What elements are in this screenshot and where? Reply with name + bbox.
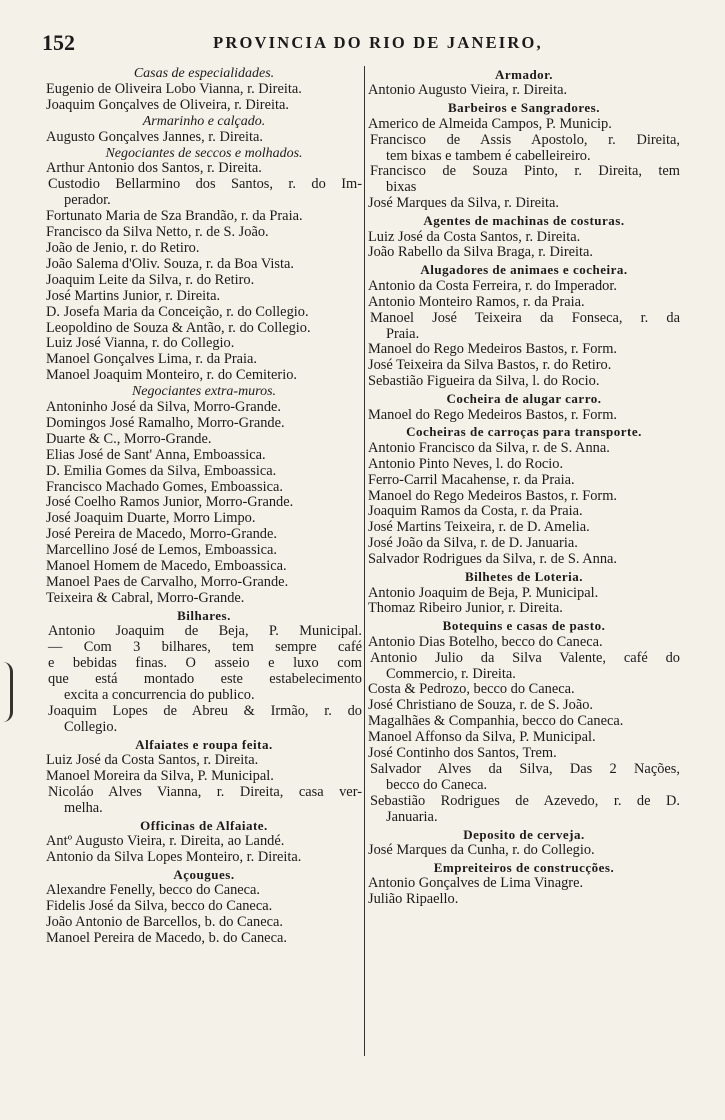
directory-entry: Domingos José Ramalho, Morro-Grande.	[46, 414, 285, 431]
directory-entry: Magalhães & Companhia, becco do Caneca.	[368, 713, 624, 730]
directory-entry: José Marques da Cunha, r. do Collegio.	[368, 842, 595, 858]
directory-entry: José Coelho Ramos Junior, Morro-Grande.	[46, 494, 294, 511]
directory-entry: Manoel Moreira da Silva, P. Municipal.	[46, 767, 274, 784]
directory-entry: Manoel Gonçalves Lima, r. da Praia.	[46, 351, 257, 368]
directory-entry: Joaquim Ramos da Costa, r. da Praia.	[368, 503, 583, 520]
section-heading: Botequins e casas de pasto.	[442, 618, 606, 634]
column-divider	[364, 66, 365, 1056]
directory-entry: João Rabello da Silva Braga, r. Direita.	[368, 244, 593, 261]
directory-entry: Costa & Pedrozo, becco do Caneca.	[368, 681, 575, 698]
right-column	[368, 66, 680, 908]
directory-entry: Sebastião Figueira da Silva, l. do Rocio.	[368, 373, 600, 390]
entry-continuation: Januaria.	[386, 808, 438, 825]
directory-entry: Fortunato Maria de Sza Brandão, r. da Praia.	[46, 208, 303, 225]
entry-continuation: — Com 3 bilhares, tem sempre café	[48, 639, 362, 656]
directory-entry: Francisco de Assis Apostolo, r. Direita,	[370, 131, 680, 148]
directory-entry: Joaquim Lopes de Abreu & Irmão, r. do	[48, 702, 362, 719]
directory-entry: João Antonio de Barcellos, b. do Caneca.	[46, 914, 283, 931]
left-column	[46, 66, 362, 947]
directory-entry: José Pereira de Macedo, Morro-Grande.	[46, 526, 277, 543]
section-heading: Agentes de machinas de costuras.	[423, 213, 625, 229]
section-heading: Barbeiros e Sangradores.	[448, 100, 600, 116]
entry-continuation: melha.	[64, 799, 103, 816]
section-heading: Cocheira de alugar carro.	[446, 391, 602, 407]
directory-entry: Ferro-Carril Macahense, r. da Praia.	[368, 471, 575, 488]
entry-continuation: que está montado este estabelecimento	[48, 670, 362, 687]
directory-entry: Antoninho José da Silva, Morro-Grande.	[46, 399, 282, 416]
directory-entry: José Joaquim Duarte, Morro Limpo.	[46, 510, 256, 527]
directory-entry: Julião Ripaello.	[368, 891, 459, 908]
entry-continuation: Collegio.	[64, 718, 118, 735]
page-number: 152	[42, 30, 75, 55]
directory-entry: João de Jenio, r. do Retiro.	[46, 239, 200, 256]
section-heading: Deposito de cerveja.	[463, 826, 585, 842]
directory-entry: Leopoldino de Souza & Antão, r. do Collegio.	[46, 319, 311, 336]
directory-entry: Thomaz Ribeiro Junior, r. Direita.	[368, 600, 563, 617]
entry-continuation: perador.	[64, 192, 111, 209]
section-heading: Officinas de Alfaiate.	[140, 817, 268, 833]
directory-entry: José Teixeira da Silva Bastos, r. do Retiro.	[368, 357, 612, 374]
directory-entry: Antonio Joaquim de Beja, P. Municipal.	[368, 584, 599, 601]
directory-entry: Luiz José da Costa Santos, r. Direita.	[46, 751, 259, 768]
section-heading: Casas de especialidades.	[133, 66, 275, 81]
directory-entry: Eugenio de Oliveira Lobo Vianna, r. Direita.	[46, 80, 302, 97]
directory-entry: Arthur Antonio dos Santos, r. Direita.	[46, 160, 262, 177]
directory-entry: Salvador Alves da Silva, Das 2 Nações,	[370, 760, 680, 777]
directory-entry: Manoel do Rego Medeiros Bastos, r. Form.	[368, 487, 618, 504]
directory-entry: Manoel do Rego Medeiros Bastos, r. Form.	[368, 341, 618, 358]
directory-entry: D. Emilia Gomes da Silva, Emboassica.	[46, 462, 277, 479]
directory-entry: Francisco da Silva Netto, r. de S. João.	[46, 224, 269, 241]
directory-entry: Manoel Paes de Carvalho, Morro-Grande.	[46, 574, 289, 590]
section-heading: Açougues.	[173, 866, 235, 882]
section-heading: Negociantes extra-muros.	[131, 384, 277, 400]
directory-entry: Joaquim Leite da Silva, r. do Retiro.	[46, 271, 255, 288]
directory-entry: Antonio Joaquim de Beja, P. Municipal.	[48, 623, 362, 640]
directory-entry: José Continho dos Santos, Trem.	[368, 745, 557, 762]
directory-entry: Americo de Almeida Campos, P. Municip.	[368, 115, 612, 132]
section-heading: Cocheiras de carroças para transporte.	[406, 424, 642, 440]
directory-entry: Sebastião Rodrigues de Azevedo, r. de D.	[370, 792, 680, 809]
directory-entry: Manoel Joaquim Monteiro, r. do Cemiterio.	[46, 367, 297, 384]
directory-entry: Manoel Homem de Macedo, Emboassica.	[46, 558, 287, 575]
directory-entry: D. Josefa Maria da Conceição, r. do Collegio.	[46, 303, 309, 320]
directory-entry: Antº Augusto Vieira, r. Direita, ao Landé.	[46, 833, 285, 849]
section-heading: Empreiteiros de construcções.	[433, 859, 615, 875]
section-heading: Alugadores de animaes e cocheira.	[420, 262, 628, 278]
directory-entry: Antonio Gonçalves de Lima Vinagre.	[368, 875, 584, 892]
directory-entry: Francisco de Souza Pinto, r. Direita, tem	[370, 163, 680, 180]
entry-continuation: bixas	[386, 179, 417, 196]
entry-continuation: becco do Caneca.	[386, 776, 488, 793]
directory-entry: Nicoláo Alves Vianna, r. Direita, casa ver-	[48, 783, 362, 800]
entry-continuation: e bebidas finas. O asseio e luxo com	[48, 655, 362, 672]
directory-entry: Antonio Augusto Vieira, r. Direita.	[368, 82, 568, 99]
directory-entry: José Martins Junior, r. Direita.	[46, 287, 221, 304]
directory-entry: Manoel José Teixeira da Fonseca, r. da	[370, 309, 680, 326]
directory-entry: Antonio Francisco da Silva, r. de S. Anna.	[368, 439, 610, 456]
section-heading: Negociantes de seccos e molhados.	[105, 145, 303, 161]
section-heading: Alfaiates e roupa feita.	[135, 736, 273, 752]
directory-entry: José Martins Teixeira, r. de D. Amelia.	[368, 519, 590, 536]
section-heading: Bilhares.	[177, 607, 231, 623]
directory-entry: Fidelis José da Silva, becco do Caneca.	[46, 898, 273, 915]
entry-continuation: tem bixas e tambem é cabelleireiro.	[386, 147, 591, 164]
entry-continuation: Commercio, r. Direita.	[386, 665, 516, 682]
directory-entry: Luiz José Vianna, r. do Collegio.	[46, 335, 235, 352]
directory-entry: Manoel Pereira de Macedo, b. do Caneca.	[46, 929, 287, 946]
directory-entry: Duarte & C., Morro-Grande.	[46, 430, 212, 447]
section-heading: Armarinho e calçado.	[142, 113, 266, 129]
directory-entry: Alexandre Fenelly, becco do Caneca.	[46, 882, 261, 899]
binding-mark	[0, 662, 13, 722]
directory-entry: Marcellino José de Lemos, Emboassica.	[46, 542, 277, 559]
directory-entry: Joaquim Gonçalves de Oliveira, r. Direita.	[46, 96, 289, 113]
directory-entry: Antonio da Silva Lopes Monteiro, r. Direita.	[46, 848, 302, 865]
directory-entry: José Christiano de Souza, r. de S. João.	[368, 697, 594, 714]
directory-entry: Salvador Rodrigues da Silva, r. de S. Anna.	[368, 551, 618, 568]
directory-entry: Antonio Julio da Silva Valente, café do	[370, 649, 680, 666]
entry-continuation: excita a concurrencia do publico.	[64, 686, 255, 703]
section-heading: Armador.	[494, 67, 554, 82]
directory-entry: Antonio Dias Botelho, becco do Caneca.	[368, 633, 603, 650]
directory-entry: Antonio Pinto Neves, l. do Rocio.	[368, 455, 564, 472]
directory-entry: Augusto Gonçalves Jannes, r. Direita.	[46, 128, 264, 145]
directory-entry: Antonio da Costa Ferreira, r. do Imperador.	[368, 277, 617, 294]
directory-entry: Teixeira & Cabral, Morro-Grande.	[46, 589, 245, 606]
directory-entry: João Salema d'Oliv. Souza, r. da Boa Vista.	[46, 255, 294, 272]
entry-continuation: Praia.	[386, 325, 420, 342]
running-title: PROVINCIA DO RIO DE JANEIRO,	[213, 33, 543, 52]
directory-entry: Manoel Affonso da Silva, P. Municipal.	[368, 729, 596, 746]
directory-entry: Francisco Machado Gomes, Emboassica.	[46, 478, 283, 495]
directory-entry: Elias José de Sant' Anna, Emboassica.	[46, 446, 266, 463]
directory-entry: Antonio Monteiro Ramos, r. da Praia.	[368, 293, 585, 310]
directory-entry: José Marques da Silva, r. Direita.	[368, 195, 560, 212]
directory-entry: Manoel do Rego Medeiros Bastos, r. Form.	[368, 406, 618, 423]
directory-entry: José João da Silva, r. de D. Januaria.	[368, 535, 578, 552]
page-header	[38, 30, 718, 56]
section-heading: Bilhetes de Loteria.	[465, 569, 583, 585]
directory-entry: Custodio Bellarmino dos Santos, r. do Im-	[48, 176, 362, 193]
directory-entry: Luiz José da Costa Santos, r. Direita.	[368, 228, 581, 245]
